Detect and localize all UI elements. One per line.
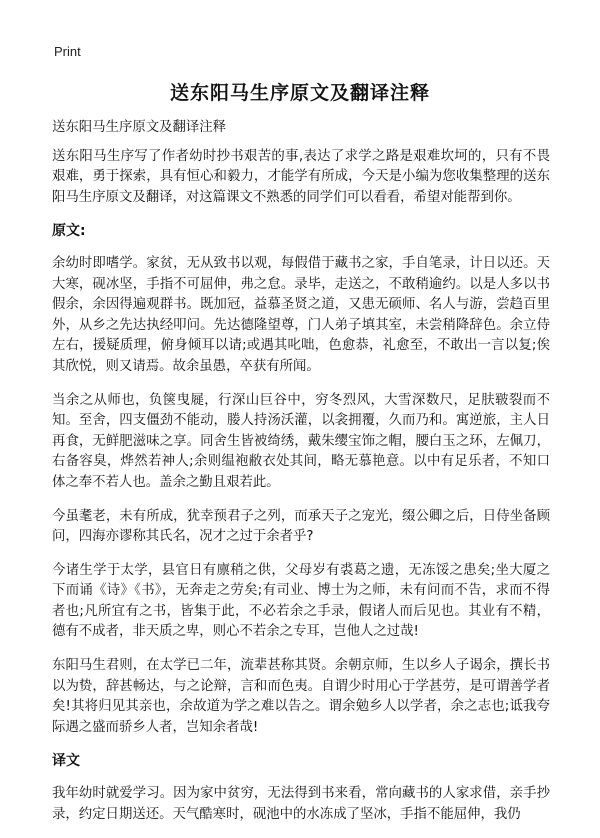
- original-paragraph: 当余之从师也，负箧曳屣，行深山巨谷中，穷冬烈风，大雪深数尺，足肤皲裂而不知。至舍，四支僵劲不能动，媵人持汤沃灌，以衾拥覆，久而乃和。寓逆旅，主人日再食，无鲜肥滋味之享。同舍生皆被绮绣，戴朱缨宝饰之帽，腰白玉之环，左佩刀，右备容臭，烨然若神人;余则缊袍敝衣处其间，略无慕艳意。以中有足乐者，不知口体之奉不若人也。盖余之勤且艰若此。: [52, 392, 550, 490]
- document-title: 送东阳马生序原文及翻译注释: [169, 82, 430, 104]
- document-body: [52, 118, 550, 838]
- section-heading-original: 原文:: [52, 223, 86, 240]
- section-heading-translation: 译文: [52, 753, 80, 770]
- original-paragraph: 余幼时即嗜学。家贫，无从致书以观，每假借于藏书之家，手自笔录，计日以还。天大寒，砚冰坚，手指不可屈伸，弗之怠。录毕，走送之，不敢稍逾约。以是人多以书假余，余因得遍观群书。既加冠，益慕圣贤之道，又患无硕师、名人与游，尝趋百里外，从乡之先达执经叩问。先达德隆望尊，门人弟子填其室，未尝稍降辞色。余立侍左右，援疑质理，俯身倾耳以请;或遇其叱咄，色愈恭，礼愈至，不敢出一言以复;俟其欣悦，则又请焉。故余虽愚，卒获有所闻。: [52, 255, 550, 374]
- translation-paragraph: 我年幼时就爱学习。因为家中贫穷，无法得到书来看，常向藏书的人家求借，亲手抄录，约定日期送还。天气酷寒时，砚池中的水冻成了坚冰，手指不能屈伸，我仍: [52, 786, 550, 822]
- original-paragraph: 今虽耄老，未有所成，犹幸预君子之列，而承天子之宠光，缀公卿之后，日侍坐备顾问，四海亦谬称其氏名，况才之过于余者乎?: [52, 508, 550, 545]
- intro-paragraph: 送东阳马生序写了作者幼时抄书艰苦的事,表达了求学之路是艰难坎坷的，只有不畏艰难，勇于探索，具有恒心和毅力，才能学有所成，今天是小编为您收集整理的送东阳马生序原文及翻译，对这篇课文不熟悉的同学们可以看看，希望对能帮到你。: [52, 148, 550, 205]
- original-paragraph: 东阳马生君则，在太学已二年，流辈甚称其贤。余朝京师，生以乡人子谒余，撰长书以为贽，辞甚畅达，与之论辩，言和而色夷。自谓少时用心于学甚劳，是可谓善学者矣!其将归见其亲也，余故道为学之难以告之。谓余勉乡人以学者，余之志也;诋我夸际遇之盛而骄乡人者，岂知余者哉!: [52, 658, 550, 735]
- print-link[interactable]: Print: [54, 44, 81, 59]
- original-paragraph: 今诸生学于太学，县官日有廪稍之供，父母岁有裘葛之遗，无冻馁之患矣;坐大厦之下而诵《诗》《书》，无奔走之劳矣;有司业、博士为之师，未有问而不告，求而不得者也;凡所宜有之书，皆集于此，不必若余之手录，假诸人而后见也。其业有不精，德有不成者，非天质之卑，则心不若余之专耳，岂他人之过哉!: [52, 562, 550, 640]
- document-subtitle: 送东阳马生序原文及翻译注释: [52, 120, 227, 135]
